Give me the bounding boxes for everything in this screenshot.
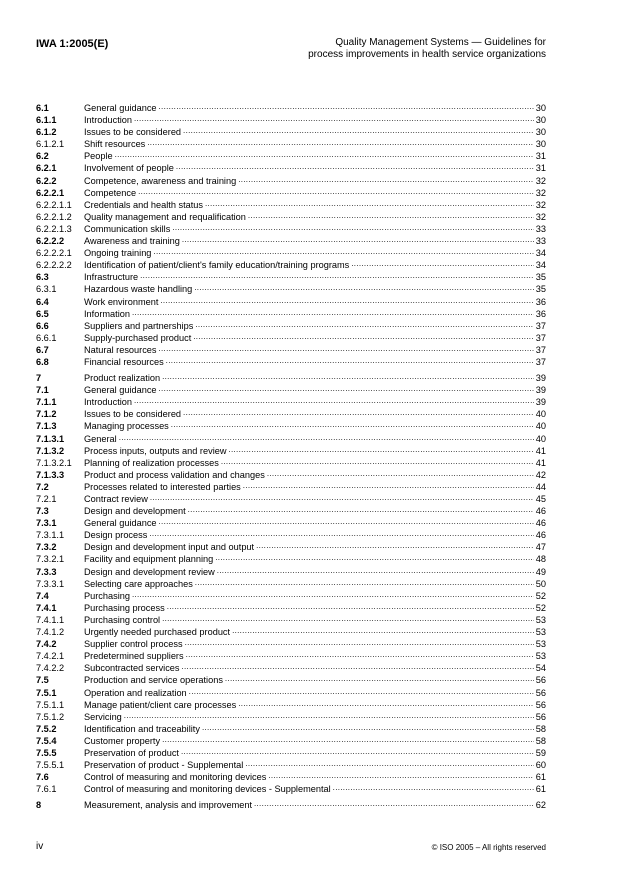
toc-entry-title: Competence	[84, 187, 137, 198]
toc-entry-page: 53	[535, 627, 546, 638]
toc-entry-title: General guidance	[84, 385, 157, 396]
toc-entry-title: Product realization	[84, 373, 161, 384]
toc-entry-page: 37	[535, 356, 546, 367]
toc-entry-number: 7.4.2	[36, 639, 57, 650]
toc-entry-number: 7.3.2.1	[36, 554, 65, 565]
toc-entry-title: Identification of patient/client's family education/training programs	[84, 260, 350, 271]
toc-entry-page: 33	[535, 223, 546, 234]
toc-entry-number: 7.1.3.2	[36, 445, 65, 456]
toc-entry-number: 6.3.1	[36, 284, 57, 295]
toc-entry-number: 7.6	[36, 772, 49, 783]
toc-entry-number: 7.3	[36, 506, 49, 517]
toc-entry-page: 50	[535, 578, 546, 589]
toc-entry-number: 7.4.1.1	[36, 614, 65, 625]
toc-entry-page: 58	[535, 723, 546, 734]
toc-entry-page: 35	[535, 272, 546, 283]
toc-entry-title: Process inputs, outputs and review	[84, 445, 227, 456]
toc-entry-page: 37	[535, 332, 546, 343]
toc-entry-page: 42	[535, 469, 546, 480]
copyright-notice: © ISO 2005 – All rights reserved	[431, 843, 546, 852]
toc-entry-number: 7.1.2	[36, 409, 57, 420]
toc-entry-title: Production and service operations	[84, 675, 223, 686]
toc-entry-number: 7.3.1.1	[36, 530, 65, 541]
toc-entry-number: 7.1.1	[36, 397, 57, 408]
toc-entry[interactable]	[36, 356, 546, 368]
toc-entry-page: 30	[535, 127, 546, 138]
toc-entry-title: Subcontracted services	[84, 663, 180, 674]
toc-entry-number: 7.4.2.2	[36, 663, 65, 674]
toc-entry-page: 58	[535, 735, 546, 746]
toc-entry-page: 32	[535, 187, 546, 198]
toc-entry-title: Facility and equipment planning	[84, 554, 214, 565]
toc-entry-page: 60	[535, 760, 546, 771]
toc-entry-title: Infrastructure	[84, 272, 139, 283]
toc-entry-title: Introduction	[84, 397, 133, 408]
toc-entry-title: Credentials and health status	[84, 199, 204, 210]
toc-entry-page: 52	[535, 590, 546, 601]
toc-entry-title: Predetermined suppliers	[84, 651, 184, 662]
document-title-line-2: process improvements in health service organizations	[308, 49, 546, 60]
toc-entry-page: 33	[535, 236, 546, 247]
toc-entry-title: Ongoing training	[84, 248, 152, 259]
toc-entry-number: 6.1	[36, 103, 49, 113]
toc-entry-number: 6.4	[36, 296, 49, 307]
toc-entry-number: 6.1.2	[36, 127, 57, 138]
toc-entry-page: 56	[535, 711, 546, 722]
toc-entry-title: Control of measuring and monitoring devices - Supplemental	[84, 784, 331, 795]
toc-entry-number: 7.5	[36, 675, 49, 686]
toc-entry-number: 6.2.2.1	[36, 187, 65, 198]
toc-entry-title: Information	[84, 308, 130, 319]
toc-entry-page: 36	[535, 308, 546, 319]
toc-entry-title: Processes related to interested parties	[84, 481, 241, 492]
toc-entry-page: 39	[535, 373, 546, 384]
toc-entry-number: 7.1.3	[36, 421, 57, 432]
toc-entry-number: 7.6.1	[36, 784, 57, 795]
toc-entry-number: 7.3.1	[36, 518, 57, 529]
toc-entry-title: Identification and traceability	[84, 723, 200, 734]
toc-entry-title: General guidance	[84, 103, 157, 113]
toc-entry-page: 31	[535, 151, 546, 162]
toc-entry-title: Issues to be considered	[84, 127, 182, 138]
toc-entry-number: 6.2.2.2.2	[36, 260, 72, 271]
toc-entry-page: 41	[535, 457, 546, 468]
toc-entry-page: 35	[535, 284, 546, 295]
toc-entry-number: 7.4.2.1	[36, 651, 65, 662]
toc-entry-page: 30	[535, 103, 546, 113]
toc-entry-page: 40	[535, 433, 546, 444]
toc-entry-page: 45	[535, 494, 546, 504]
toc-entry-page: 62	[535, 800, 546, 811]
toc-entry-title: Preservation of product	[84, 747, 179, 758]
toc-entry-page: 46	[535, 530, 546, 541]
toc-entry-title: Product and process validation and changes	[84, 469, 265, 480]
toc-dot-leader	[333, 781, 534, 794]
toc-entry-number: 7.5.5.1	[36, 760, 65, 771]
toc-entry-number: 6.2.1	[36, 163, 57, 174]
toc-entry-number: 6.2.2.2	[36, 236, 65, 247]
toc-entry-page: 48	[535, 554, 546, 565]
toc-entry-title: Work environment	[84, 296, 159, 307]
toc-entry-page: 39	[535, 397, 546, 408]
toc-entry-page: 30	[535, 115, 546, 126]
toc-entry-title: Control of measuring and monitoring devices	[84, 772, 267, 783]
toc-entry-title: General	[84, 433, 117, 444]
toc-entry-page: 32	[535, 175, 546, 186]
toc-entry-page: 53	[535, 639, 546, 650]
toc-entry-title: Design process	[84, 530, 148, 541]
toc-entry-title: Selecting care approaches	[84, 578, 193, 589]
toc-entry-page: 30	[535, 139, 546, 150]
toc-entry-title: Planning of realization processes	[84, 457, 219, 468]
toc-entry-title: Design and development	[84, 506, 186, 517]
toc-entry-number: 6.6.1	[36, 332, 57, 343]
toc-entry-title: Purchasing process	[84, 602, 165, 613]
toc-entry-page: 56	[535, 699, 546, 710]
toc-entry-page: 54	[535, 663, 546, 674]
toc-entry-number: 7.4.1	[36, 602, 57, 613]
toc-entry-page: 61	[535, 784, 546, 795]
toc-entry-number: 7.1.3.2.1	[36, 457, 72, 468]
toc-entry-page: 59	[535, 747, 546, 758]
toc-entry-title: Supply-purchased product	[84, 332, 192, 343]
toc-entry-title: Operation and realization	[84, 687, 187, 698]
toc-entry-page: 46	[535, 506, 546, 517]
toc-entry-title: Issues to be considered	[84, 409, 182, 420]
toc-entry-title: Manage patient/client care processes	[84, 699, 237, 710]
table-of-contents	[36, 102, 546, 811]
toc-entry-page: 40	[535, 421, 546, 432]
page-number: iv	[36, 841, 44, 852]
toc-entry-page: 56	[535, 687, 546, 698]
toc-entry[interactable]	[36, 783, 546, 795]
toc-entry-page: 53	[535, 614, 546, 625]
toc-entry-number: 7	[36, 373, 42, 384]
toc-entry-page: 37	[535, 344, 546, 355]
toc-entry-page: 39	[535, 385, 546, 396]
toc-entry-number: 7.1.3.1	[36, 433, 65, 444]
toc-entry-number: 6.1.2.1	[36, 139, 65, 150]
toc-entry-title: Involvement of people	[84, 163, 174, 174]
toc-entry-title: Servicing	[84, 711, 122, 722]
toc-entry[interactable]	[36, 799, 546, 811]
toc-dot-leader	[254, 797, 534, 810]
toc-entry-page: 34	[535, 260, 546, 271]
toc-entry-title: Customer property	[84, 735, 161, 746]
toc-entry-title: Quality management and requalification	[84, 211, 246, 222]
toc-entry-page: 40	[535, 409, 546, 420]
toc-entry-title: Urgently needed purchased product	[84, 627, 231, 638]
toc-entry-number: 7.5.1.1	[36, 699, 65, 710]
toc-entry-number: 6.6	[36, 320, 49, 331]
toc-entry-number: 6.3	[36, 272, 49, 283]
toc-entry-title: Measurement, analysis and improvement	[84, 800, 253, 811]
toc-entry-page: 31	[535, 163, 546, 174]
toc-entry-page: 61	[535, 772, 546, 783]
toc-entry-page: 41	[535, 445, 546, 456]
toc-entry-page: 47	[535, 542, 546, 553]
toc-entry-page: 44	[535, 481, 546, 492]
toc-entry-number: 6.2.2.1.2	[36, 211, 72, 222]
toc-entry-title: Financial resources	[84, 356, 164, 367]
toc-entry-title: Preservation of product - Supplemental	[84, 760, 244, 771]
toc-entry-number: 8	[36, 800, 42, 811]
toc-entry-number: 7.2.1	[36, 494, 57, 504]
toc-entry-page: 53	[535, 651, 546, 662]
toc-entry-page: 56	[535, 675, 546, 686]
toc-entry-title: People	[84, 151, 113, 162]
toc-entry-title: Hazardous waste handling	[84, 284, 193, 295]
toc-entry-title: Purchasing	[84, 590, 130, 601]
toc-entry-page: 36	[535, 296, 546, 307]
toc-entry-number: 7.5.2	[36, 723, 57, 734]
toc-entry-number: 7.3.3.1	[36, 578, 65, 589]
toc-entry-title: Managing processes	[84, 421, 169, 432]
toc-entry-number: 7.5.1.2	[36, 711, 65, 722]
toc-entry-page: 32	[535, 199, 546, 210]
toc-entry-title: Shift resources	[84, 139, 146, 150]
toc-entry-number: 6.2.2.1.1	[36, 199, 72, 210]
toc-entry-number: 7.5.1	[36, 687, 57, 698]
toc-entry-title: Natural resources	[84, 344, 157, 355]
toc-entry-number: 6.1.1	[36, 115, 57, 126]
toc-entry-page: 49	[535, 566, 546, 577]
toc-entry-number: 6.2.2.2.1	[36, 248, 72, 259]
toc-entry-number: 6.7	[36, 344, 49, 355]
toc-entry-number: 6.5	[36, 308, 49, 319]
toc-entry-title: Supplier control process	[84, 639, 183, 650]
toc-entry-number: 7.3.3	[36, 566, 57, 577]
document-title-line-1: Quality Management Systems — Guidelines for	[335, 37, 546, 48]
toc-dot-leader	[166, 354, 534, 367]
toc-entry-number: 7.1.3.3	[36, 469, 65, 480]
toc-entry-number: 6.2.2	[36, 175, 57, 186]
toc-entry-title: Introduction	[84, 115, 133, 126]
toc-entry-title: Contract review	[84, 494, 148, 504]
toc-entry-page: 46	[535, 518, 546, 529]
toc-entry-title: Competence, awareness and training	[84, 175, 237, 186]
document-title	[308, 37, 546, 61]
toc-entry-number: 7.5.4	[36, 735, 57, 746]
toc-entry-page: 32	[535, 211, 546, 222]
toc-entry-number: 6.2	[36, 151, 49, 162]
toc-entry-number: 7.3.2	[36, 542, 57, 553]
toc-entry-number: 6.8	[36, 356, 49, 367]
toc-entry-title: Suppliers and partnerships	[84, 320, 194, 331]
toc-entry-page: 37	[535, 320, 546, 331]
toc-entry-number: 6.2.2.1.3	[36, 223, 72, 234]
toc-entry-title: Communication skills	[84, 223, 171, 234]
toc-entry-number: 7.2	[36, 481, 49, 492]
toc-entry-number: 7.4.1.2	[36, 627, 65, 638]
document-id: IWA 1:2005(E)	[36, 38, 109, 50]
toc-entry-number: 7.4	[36, 590, 49, 601]
toc-entry-title: General guidance	[84, 518, 157, 529]
toc-entry-title: Purchasing control	[84, 614, 161, 625]
toc-entry-page: 34	[535, 248, 546, 259]
toc-entry-number: 7.5.5	[36, 747, 57, 758]
toc-entry-page: 52	[535, 602, 546, 613]
toc-entry-title: Design and development input and output	[84, 542, 255, 553]
toc-entry-number: 7.1	[36, 385, 49, 396]
toc-entry-title: Awareness and training	[84, 236, 180, 247]
toc-entry-title: Design and development review	[84, 566, 215, 577]
